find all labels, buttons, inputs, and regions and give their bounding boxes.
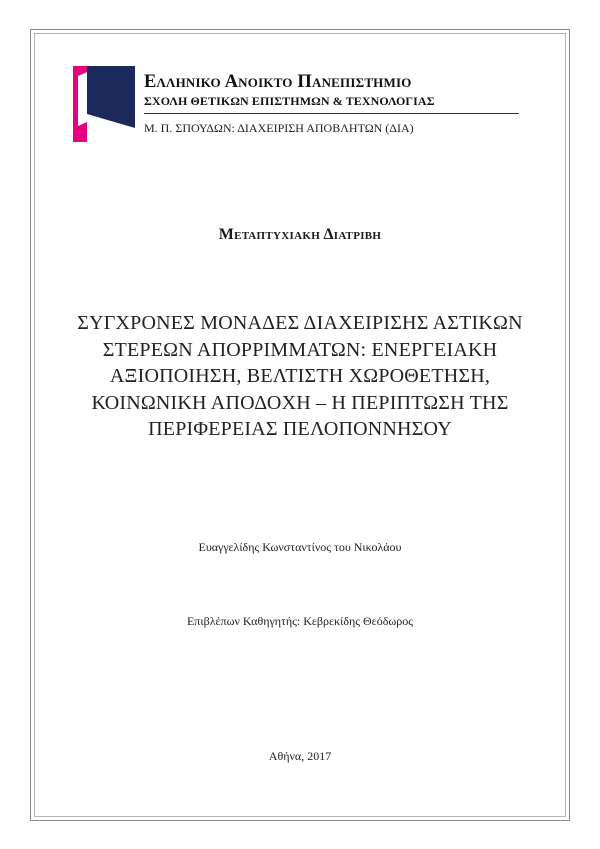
place-and-date: Αθήνα, 2017: [268, 749, 332, 763]
institution-header: [144, 71, 524, 136]
thesis-title: [60, 310, 540, 443]
thesis-title-line: ΠΕΡΙΦΕΡΕΙΑΣ ΠΕΛΟΠΟΝΝΗΣΟΥ: [148, 418, 452, 440]
school-name: ΣΧΟΛΗ ΘΕΤΙΚΩΝ ΕΠΙΣΤΗΜΩΝ & ΤΕΧΝΟΛΟΓΙΑΣ: [144, 94, 435, 108]
university-name: Ελληνικο Ανοικτο Πανεπιστημιο: [144, 72, 412, 92]
thesis-title-line: ΑΞΙΟΠΟΙΗΣΗ, ΒΕΛΤΙΣΤΗ ΧΩΡΟΘΕΤΗΣΗ,: [109, 365, 491, 387]
author-name: Ευαγγελίδης Κωνσταντίνος του Νικολάου: [198, 540, 402, 554]
supervisor-name: Επιβλέπων Καθηγητής: Κεβρεκίδης Θεόδωρος: [186, 614, 414, 628]
header-divider: [144, 113, 519, 114]
thesis-title-line: ΣΤΕΡΕΩΝ ΑΠΟΡΡΙΜΜΑΤΩΝ: ΕΝΕΡΓΕΙΑΚΗ: [102, 338, 498, 361]
document-type: Μεταπτυχιακη Διατριβη: [218, 226, 382, 243]
thesis-title-line: ΚΟΙΝΩΝΙΚΗ ΑΠΟΔΟΧΗ – Η ΠΕΡΙΠΤΩΣΗ ΤΗΣ: [91, 391, 509, 414]
program-name: Μ. Π. ΣΠΟΥΔΩΝ: ΔΙΑΧΕΙΡΙΣΗ ΑΠΟΒΛΗΤΩΝ (ΔΙΑ): [144, 121, 414, 135]
university-logo: [73, 66, 135, 142]
thesis-title-line: ΣΥΓΧΡΟΝΕΣ ΜΟΝΑΔΕΣ ΔΙΑΧΕΙΡΙΣΗΣ ΑΣΤΙΚΩΝ: [77, 312, 523, 334]
